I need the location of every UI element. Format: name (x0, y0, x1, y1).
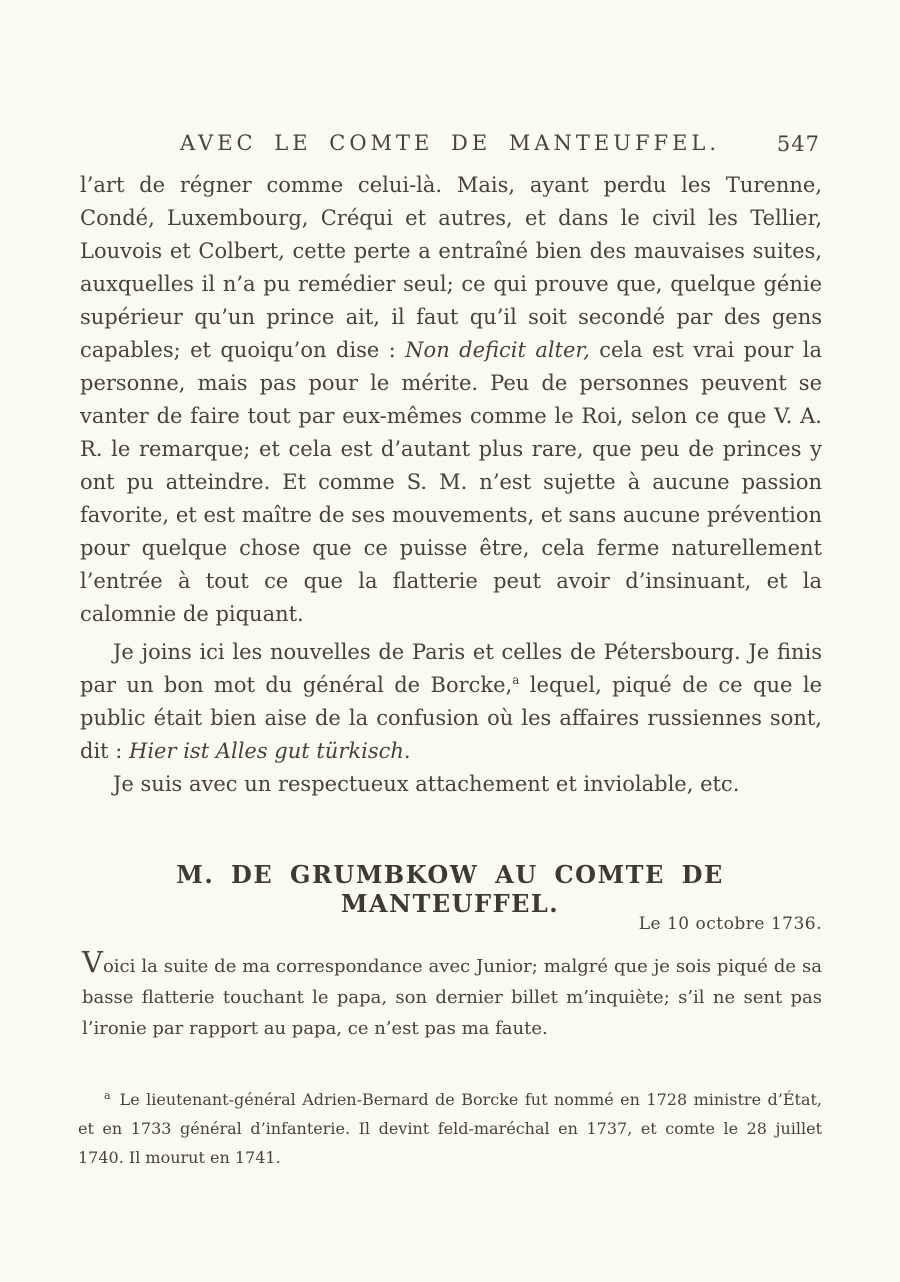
paragraph-text: Je suis avec un respectueux attachement et inviolable, etc. (113, 772, 740, 796)
running-header-title: AVEC LE COMTE DE MANTEUFFEL. (179, 131, 721, 155)
paragraph-text: lequel, piqué de ce que le public était bien aise de la confusion où les affaires russiennes sont, dit : (80, 673, 822, 763)
paragraph-text: cela est vrai pour la personne, mais pas pour le mérite. Peu de personnes peuvent se vanter de faire tout par eux-mêmes comme le Roi, selon ce que V. A. R. le remarque; et cela est d’autant plus rare, que peu de princes y ont pu atteindre. Et comme S. M. n’est sujette à aucune passion favorite, et est maître de ses mouvements, et sans aucune prévention pour quelque chose que ce puisse être, cela ferme naturellement l’entrée à tout ce que la flatterie peut avoir d’insinuant, et la calomnie de piquant. (80, 338, 822, 626)
paragraph-text: Je joins ici les nouvelles de Paris et celles de Pétersbourg. Je finis par un bon mot du général de Borcke, (80, 640, 822, 697)
letter-dateline: Le 10 octobre 1736. (638, 914, 822, 934)
footnote-reference: a (512, 673, 520, 687)
drop-cap-initial: V (82, 945, 103, 979)
paragraph-text: oici la suite de ma correspondance avec Junior; malgré que je sois piqué de sa basse flatterie touchant le papa, son dernier billet m’inquiète; s’il ne sent pas l’ironie par rapport au papa, ce n’est pas ma faute. (82, 956, 822, 1039)
letter-body-paragraph (80, 169, 822, 631)
letter-end-paragraphs (80, 636, 822, 801)
running-header (80, 131, 820, 159)
footnote-text: Le lieutenant-général Adrien-Bernard de Borcke fut nommé en 1728 ministre d’État, et en 1733 général d’infanterie. Il devint feld-maréchal en 1737, et comte le 28 juillet 1740. Il mourut en 1741. (78, 1090, 822, 1167)
footnote (78, 1085, 822, 1172)
letter-closing-line (80, 768, 822, 801)
page-number: 547 (776, 132, 820, 156)
letter-opening-paragraph (82, 945, 822, 1044)
letter-paragraph-news (80, 636, 822, 768)
footnote-marker: a (104, 1088, 111, 1102)
german-phrase-italic: Hier ist Alles gut türkisch. (129, 739, 411, 763)
paragraph-text: l’art de régner comme celui-là. Mais, ayant perdu les Turenne, Condé, Luxembourg, Créqui et autres, et dans le civil les Tellier, Louvois et Colbert, cette perte a entraîné bien des mauvaises suites, auxquelles il n’a pu remédier seul; ce qui prouve que, quelque génie supérieur qu’un prince ait, il faut qu’il soit secondé par des gens capables; et quoiqu’on dise : (80, 173, 822, 362)
letter-heading: M. DE GRUMBKOW AU COMTE DE MANTEUFFEL. (176, 860, 724, 918)
latin-phrase-italic: Non deficit alter, (405, 338, 590, 362)
